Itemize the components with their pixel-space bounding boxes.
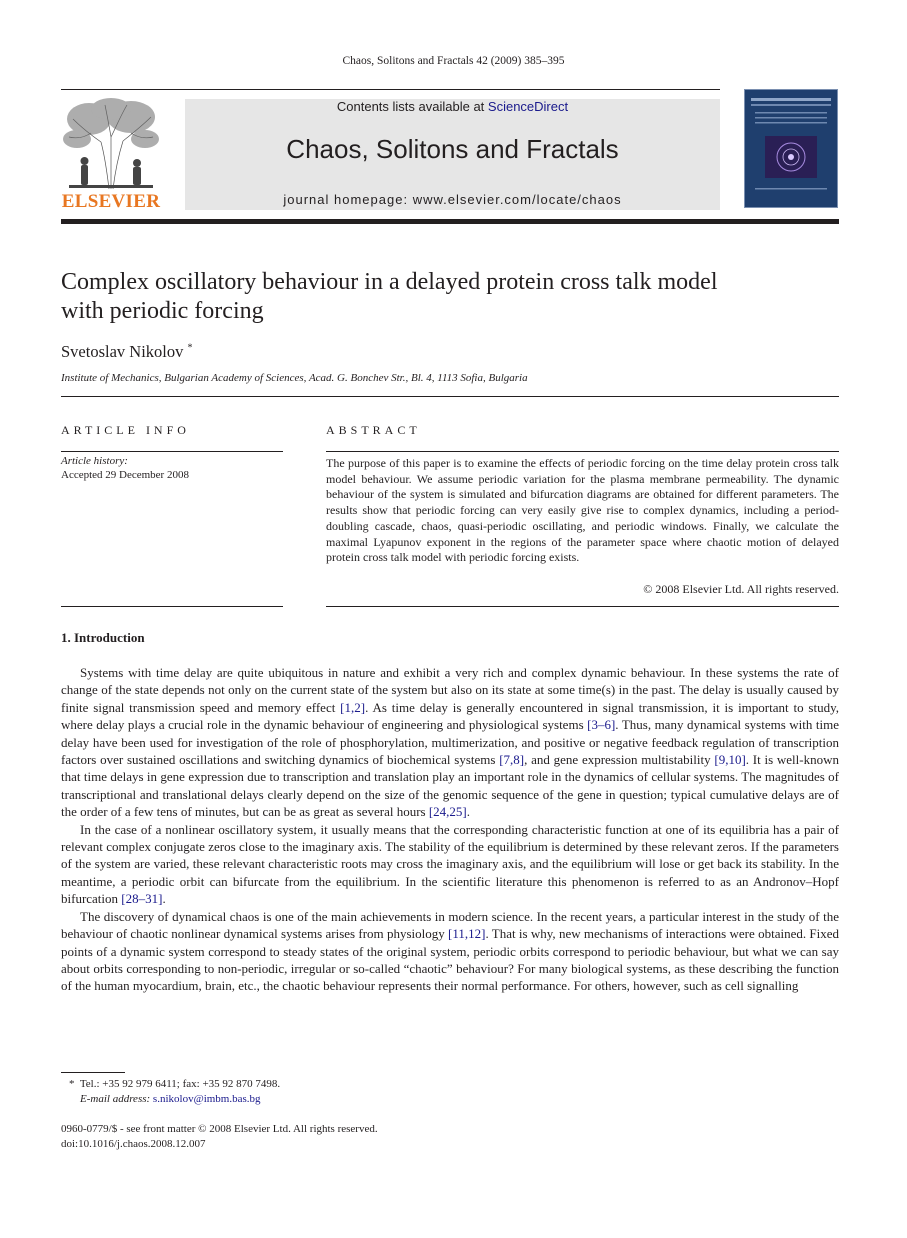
paragraph-text: . That is why, new mechanisms of interactions were obtained. Fixed points of a dynamic system correspond to steady states of the original system, periodic orbits correspond to periodic behaviour, but what we can say about orbits corresponding to non-periodic, irregular or so-called “chaotic” behaviour? For many biological systems, as these describing the function of the human myocardium, brain, etc., the chaotic behaviour represents their normal performance. For others, however, such as cell signalling: [61, 926, 839, 994]
journal-cover-image: [744, 89, 838, 208]
citation-link[interactable]: [3–6]: [587, 717, 616, 733]
footnote-contact: [61, 1077, 280, 1092]
paragraph-text: , and gene expression multistability: [524, 752, 715, 768]
email-link[interactable]: s.nikolov@imbm.bas.bg: [152, 1092, 261, 1105]
sciencedirect-link[interactable]: ScienceDirect: [487, 99, 569, 114]
email-label: E-mail address:: [80, 1092, 151, 1105]
homepage-url[interactable]: www.elsevier.com/locate/chaos: [412, 192, 622, 207]
homepage-prefix: journal homepage:: [283, 192, 413, 207]
article-info-rule: [61, 451, 283, 452]
paragraph-text: In the case of a nonlinear oscillatory system, it usually means that the corresponding characteristic function at one of its equilibria has a pair of relevant complex conjugate zeros close to the imaginary axis. The stability of the equilibrium is determined by these relevant zeros. If the parameters of the system are varied, these relevant characteristic roots may cross the imaginary axis, and the equilibrium will lose or get back its stability. In the meantime, a periodic orbit can bifurcate from the equilibrium. In the scientific literature this phenomenon is referred to as an Andronov–Hopf bifurcation: [61, 821, 839, 907]
author-affiliation: Institute of Mechanics, Bulgarian Academy of Sciences, Acad. G. Bonchev Str., Bl. 4, 1113 Sofia, Bulgaria: [61, 372, 528, 384]
publisher-wordmark: ELSEVIER: [61, 191, 161, 212]
accepted-date: Accepted 29 December 2008: [61, 469, 189, 481]
citation-link[interactable]: [11,12]: [448, 926, 486, 942]
citation-link[interactable]: [28–31]: [121, 891, 163, 907]
paragraph-text: .: [466, 804, 471, 820]
paragraph-2: [61, 821, 839, 908]
homepage-line: [185, 192, 720, 207]
citation-link[interactable]: [9,10]: [714, 752, 746, 768]
footnote-rule: [61, 1072, 125, 1073]
author-footnote-mark[interactable]: *: [187, 342, 193, 354]
cover-art: [745, 90, 837, 207]
front-matter: [61, 1122, 378, 1151]
footnote-email-line: [61, 1092, 280, 1107]
author-text: Svetoslav Nikolov: [61, 342, 184, 361]
paragraph-text: . It is well-known that time delays in gene expression due to transcription and translation play an important role in the dynamics of cellular systems. The magnitudes of transcriptional and translational delays clearly depend on the size of the genomic sequence of the gene in question; typical cumulative delays are of the order of a few tens of minutes, but can be as great as several hours: [61, 752, 839, 820]
citation-link[interactable]: [1,2]: [340, 699, 366, 715]
abstract-bottom-rule: [326, 606, 839, 607]
footnote-mark: *: [69, 1078, 75, 1090]
header-rule: [61, 89, 720, 90]
paragraph-text: . As time delay is generally encountered in signal transmission, it is important to study, where delay plays a crucial role in the dynamic behaviour of engineering and physiological systems: [61, 699, 839, 733]
introduction-body: [61, 664, 839, 995]
paragraph-text: .: [162, 891, 166, 907]
contents-line: [185, 99, 720, 114]
footnote-phone: Tel.: +35 92 979 6411; fax: +35 92 870 7498.: [79, 1078, 281, 1090]
doi-line[interactable]: doi:10.1016/j.chaos.2008.12.007: [61, 1137, 206, 1150]
journal-reference: Chaos, Solitons and Fractals 42 (2009) 385–395: [342, 55, 565, 67]
abstract-rule: [326, 451, 839, 452]
article-title-line-1: Complex oscillatory behaviour in a delayed protein cross talk model: [61, 269, 718, 295]
paragraph-text: The discovery of dynamical chaos is one of the main achievements in modern science. In the recent years, a particular interest in the study of the behaviour of chaotic nonlinear dynamical systems arises from physiology: [61, 908, 839, 942]
paragraph-3: [61, 908, 839, 995]
paragraph-1: [61, 664, 839, 821]
abstract-text: The purpose of this paper is to examine the effects of periodic forcing on the time delay protein cross talk model behaviour. We assume periodic variation for the plasma membrane permeability. The dynamic behaviour of the system is simulated and bifurcation diagrams are obtained for different parameters. The results show that periodic forcing can very easily give rise to complex dynamics, including a period-doubling cascade, chaos, quasi-periodic oscillating, and periodic windows. Finally, we calculate the maximal Lyapunov exponent in the regions of the parameter space where chaotic motion of delayed protein cross talk model with periodic forcing exists.: [326, 456, 839, 565]
article-info-bottom-rule: [61, 606, 283, 607]
issn-line: 0960-0779/$ - see front matter © 2008 Elsevier Ltd. All rights reserved.: [61, 1123, 378, 1135]
contents-prefix: Contents lists available at: [336, 99, 488, 114]
header-thick-rule: [61, 219, 839, 224]
article-title-line-2: with periodic forcing: [61, 298, 264, 324]
citation-link[interactable]: [7,8]: [499, 752, 525, 768]
journal-title: Chaos, Solitons and Fractals: [286, 134, 619, 164]
section-rule: [61, 396, 839, 397]
author-footnote: [61, 1077, 280, 1106]
article-info-label: ARTICLE INFO: [61, 423, 190, 437]
paragraph-text: . Thus, many dynamical systems with time delay have been used for investigation of the role of phosphorylation, multimerization, and positive or negative feedback regulation of transcription factors over sustained oscillations and switching dynamics of biochemical systems: [61, 717, 839, 768]
paragraph-text: Systems with time delay are quite ubiquitous in nature and exhibit a very rich and complex dynamic behaviour. In these systems the rate of change of the state depends not only on the current state of the system but also on its state at some time(s) in the past. The delay is usually caused by finite signal transmission speed and memory effect: [61, 665, 839, 715]
introduction-heading: 1. Introduction: [61, 630, 145, 645]
citation-link[interactable]: [24,25]: [428, 804, 467, 820]
abstract-copyright: © 2008 Elsevier Ltd. All rights reserved.: [643, 582, 839, 596]
article-history-label: Article history:: [61, 455, 128, 467]
abstract-label: ABSTRACT: [326, 423, 421, 437]
author-name: [61, 342, 193, 362]
article-title: [61, 268, 841, 326]
